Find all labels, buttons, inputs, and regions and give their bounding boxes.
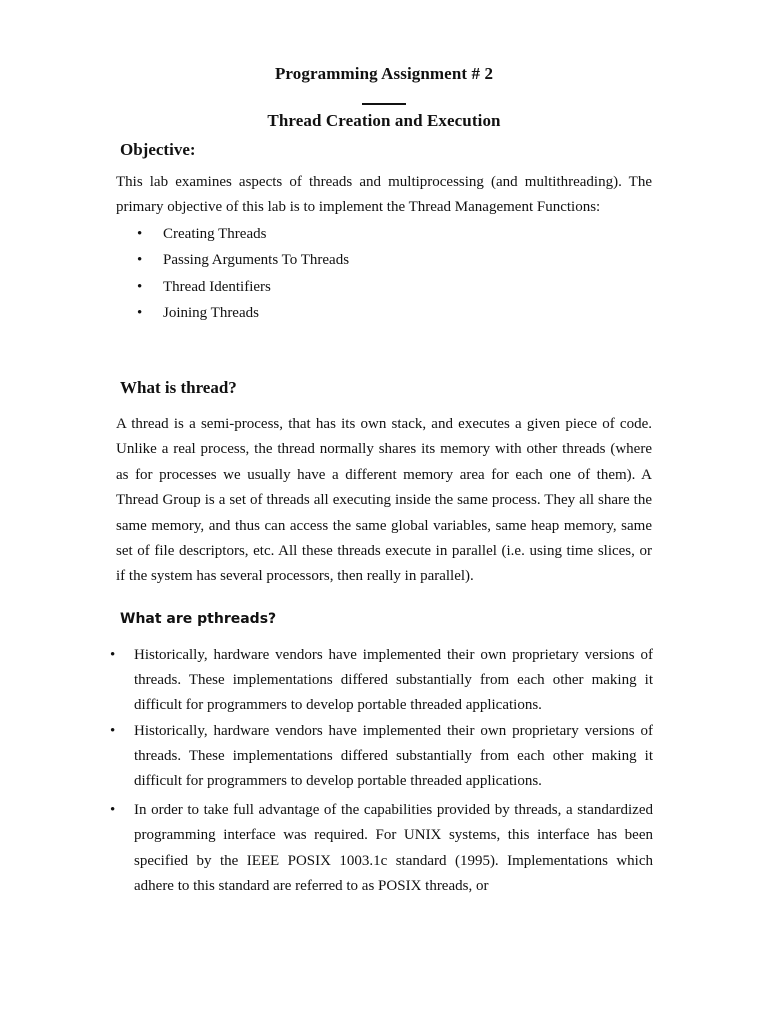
pthreads-list <box>0 643 768 899</box>
list-item <box>0 247 349 273</box>
list-item-text: Passing Arguments To Threads <box>163 252 350 269</box>
bullet-icon: • <box>137 226 143 242</box>
objective-function-list <box>0 221 349 326</box>
bullet-icon: • <box>110 647 116 663</box>
list-item <box>0 274 349 300</box>
what-are-pthreads-heading: What are pthreads? <box>120 611 277 627</box>
bullet-icon: • <box>137 304 143 321</box>
document-title: Programming Assignment # 2 <box>274 64 494 83</box>
bullet-icon: • <box>110 802 116 819</box>
list-item-text: Historically, hardware vendors have implemented their own proprietary versions of threads. These implementations differed substantially from each other making it difficult for programmers to develop portable threaded applications. <box>134 722 653 790</box>
what-is-thread-paragraph: A thread is a semi-process, that has its own stack, and executes a given piece of code. Unlike a real process, the thread normally shares its memory with other threads (where as for processes we usually have a different memory area for each one of them). A Thread Group is a set of threads all executing inside the same process. They all share the same memory, and thus can access the same global variables, same heap memory, same set of file descriptors, etc. All these threads execute in parallel (i.e. using time slices, or if the system has several processors, then really in parallel). <box>116 416 652 585</box>
list-item <box>0 798 653 899</box>
list-item-text: Creating Threads <box>163 226 267 242</box>
list-item-text: Historically, hardware vendors have implemented their own proprietary versions of threads. These implementations differed substantially from each other making it difficult for programmers to develop portable threaded applications. <box>134 647 653 714</box>
objective-intro-paragraph: This lab examines aspects of threads and multiprocessing (and multithreading). The primary objective of this lab is to implement the Thread Management Functions: <box>116 174 652 216</box>
bullet-icon: • <box>137 252 143 269</box>
list-item-text: Joining Threads <box>163 304 259 321</box>
list-item <box>0 221 349 247</box>
bullet-icon: • <box>137 278 143 295</box>
title-separator-line <box>362 103 406 105</box>
list-item <box>0 643 653 719</box>
list-item <box>0 300 349 326</box>
what-is-thread-heading: What is thread? <box>120 378 237 397</box>
objective-heading: Objective: <box>120 140 196 159</box>
list-item-text: Thread Identifiers <box>163 278 271 295</box>
document-subtitle: Thread Creation and Execution <box>267 111 501 130</box>
list-item <box>0 719 653 795</box>
bullet-icon: • <box>110 722 116 739</box>
list-item-text: In order to take full advantage of the capabilities provided by threads, a standardized programming interface was required. For UNIX systems, this interface has been specified by the IEEE POSIX 1003.1c standard (1995). Implementations which adhere to this standard are referred to as POSIX threads, or <box>134 802 653 894</box>
